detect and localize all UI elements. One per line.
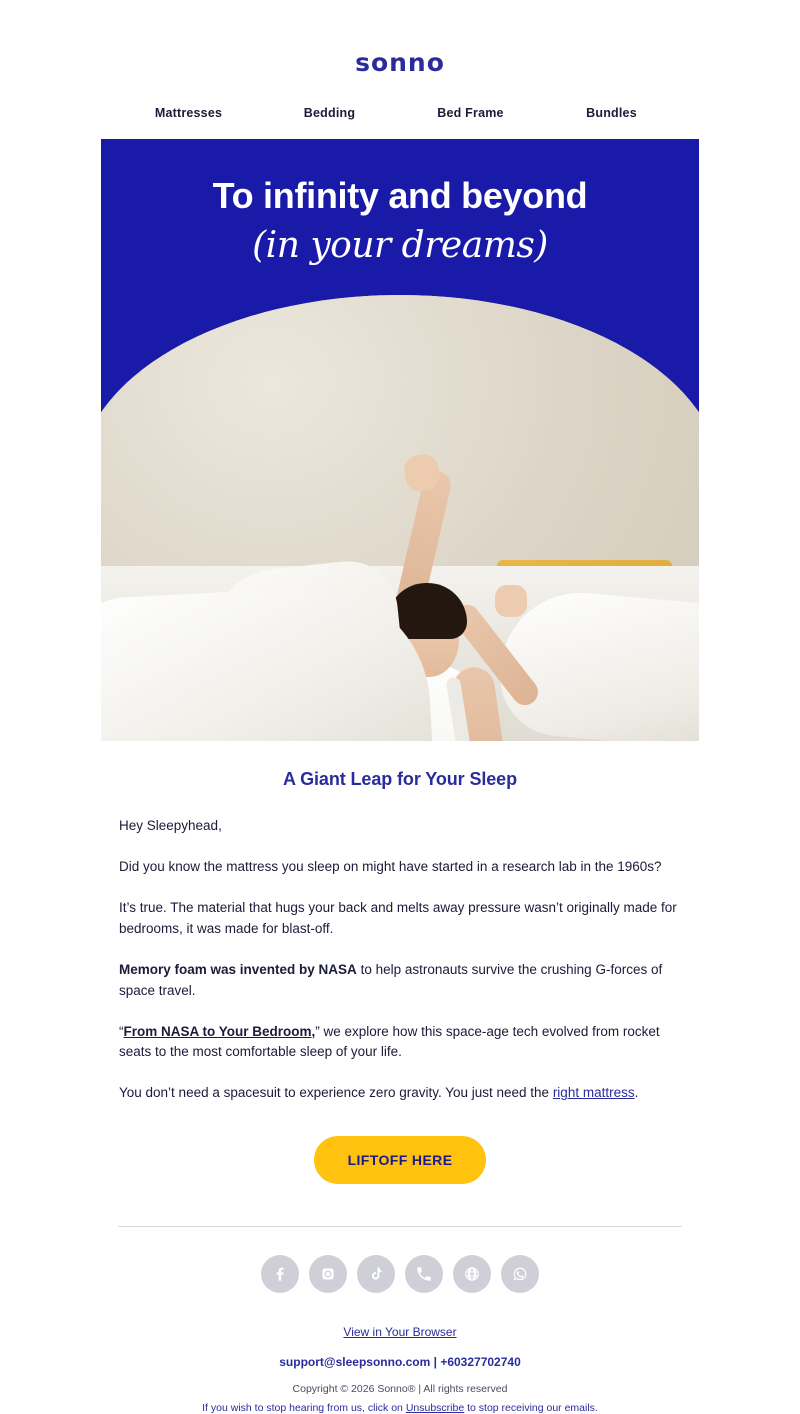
greeting-text: Hey Sleepyhead, (119, 818, 222, 833)
cta-container (119, 1136, 681, 1184)
brand-logo[interactable]: sonno (355, 48, 445, 77)
unsubscribe-post-text: to stop receiving our emails. (464, 1402, 598, 1414)
page-title: A Giant Leap for Your Sleep (282, 769, 517, 789)
footer-copyright: Copyright © 2026 Sonno® | All rights reserved (292, 1383, 508, 1396)
paragraph-3 (119, 960, 681, 1002)
paragraph-3-bold: Memory foam was invented by NASA (119, 961, 357, 977)
navigation-bar (0, 106, 800, 120)
unsubscribe-link[interactable]: Unsubscribe (405, 1402, 465, 1414)
phone-icon[interactable] (405, 1255, 443, 1293)
view-in-browser-link[interactable]: View in Your Browser (343, 1325, 457, 1340)
paragraph-4 (119, 1022, 681, 1064)
hero-heading (101, 139, 699, 266)
paragraph-5 (119, 1083, 681, 1104)
hero-photo-illustration (101, 295, 699, 741)
email-content (101, 769, 699, 1184)
instagram-icon[interactable] (309, 1255, 347, 1293)
hero-heading-line2: (in your dreams) (252, 225, 548, 267)
paragraph-2: It’s true. The material that hugs your back and melts away pressure wasn’t originally made for bedrooms, it was made for blast-off. (119, 899, 677, 936)
whatsapp-icon[interactable] (501, 1255, 539, 1293)
paragraph-4-rest: ” we explore how this space-age tech evolved from rocket seats to the most comfortable sleep of your life. (119, 1023, 660, 1060)
footer-contact: support@sleepsonno.com | +60327702740 (279, 1355, 521, 1370)
liftoff-here-button[interactable]: LIFTOFF HERE (314, 1136, 487, 1184)
hero-heading-line1: To infinity and beyond (212, 175, 588, 216)
paragraph-5-pre: You don’t need a spacesuit to experience zero gravity. You just need the (119, 1085, 553, 1101)
hero-banner (101, 139, 699, 741)
paragraph-5-post: . (634, 1085, 639, 1101)
hero-photo (101, 295, 699, 741)
footer-divider (118, 1226, 682, 1227)
nav-item-bedding[interactable]: Bedding (303, 106, 356, 120)
article-link[interactable]: From NASA to Your Bedroom, (123, 1023, 316, 1039)
unsubscribe-pre-text: If you wish to stop hearing from us, click on (202, 1402, 406, 1414)
footer-unsubscribe (0, 1402, 800, 1414)
paragraph-3-rest: to help astronauts survive the crushing G-forces of space travel. (119, 961, 663, 998)
globe-icon[interactable] (453, 1255, 491, 1293)
quote-open: “ (119, 1023, 124, 1039)
social-links (0, 1255, 800, 1293)
email-header (0, 0, 800, 120)
right-mattress-link[interactable]: right mattress (552, 1085, 635, 1101)
photo-person-hand-bent (495, 585, 527, 617)
nav-item-bundles[interactable]: Bundles (586, 106, 637, 120)
nav-item-mattresses[interactable]: Mattresses (154, 106, 223, 120)
view-in-browser-link-wrap (0, 1323, 800, 1341)
nav-item-bed-frame[interactable]: Bed Frame (437, 106, 504, 120)
paragraph-1: Did you know the mattress you sleep on might have started in a research lab in the 1960s? (119, 858, 662, 874)
tiktok-icon[interactable] (357, 1255, 395, 1293)
facebook-icon[interactable] (261, 1255, 299, 1293)
